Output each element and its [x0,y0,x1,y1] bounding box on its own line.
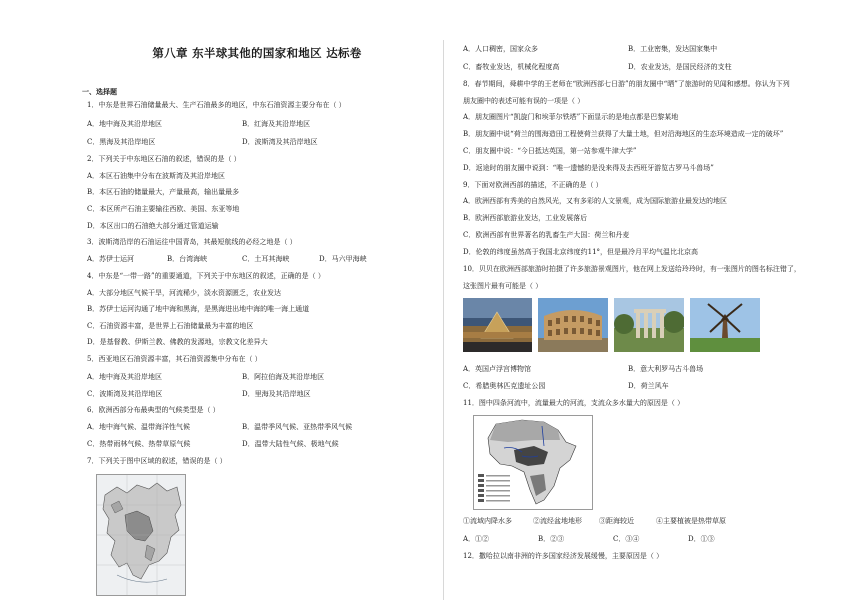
europe-map-figure [96,474,186,596]
question-2: 2．下列关于中东地区石油的叙述，错误的是（ ） [87,155,241,163]
option: B．红海及其沿岸地区 [242,120,311,128]
column-divider [443,40,444,600]
option: A．地中海及其沿岸地区 [87,120,163,128]
question-9: 9．下面对欧洲西部的描述，不正确的是（ ） [463,181,603,189]
question-3: 3．波斯湾沿岸的石油运往中国青岛，其最短航线的必经之地是（ ） [87,238,297,246]
option: B．阿拉伯海及其沿岸地区 [242,373,325,381]
option: B．本区石油的储量最大，产量最高，输出量最多 [87,188,240,196]
option: ③距海较近 [599,517,634,525]
option: D．温带大陆性气候、极地气候 [242,440,339,448]
question-10-cont: 这张图片最有可能是（ ） [463,282,543,290]
option: A．苏伊士运河 [87,255,135,263]
option: C．热带雨林气候、热带草原气候 [87,440,191,448]
europe-map-icon [97,475,185,595]
question-6: 6．欧洲西部分布最典型的气候类型是（ ） [87,406,220,414]
option: B．朋友圈中说“荷兰的围海造田工程使荷兰获得了大量土地，但对沿海地区的生态环境造成一定的破坏” [463,130,784,138]
option: C．土耳其海峡 [242,255,290,263]
question-10: 10．贝贝在欧洲西部旅游时拍摄了许多旅游景观图片，他在网上发送给玲玲时，有一张图片的图名标注错了， [463,265,801,273]
option: D．农业发达，是国民经济的支柱 [628,63,732,71]
option: D．返途时的朋友圈中说到：“唯一遗憾的是没来得及去西班牙游览古罗马斗兽场” [463,164,714,172]
option: A．地中海及其沿岸地区 [87,373,163,381]
question-5: 5．西亚地区石油资源丰富，其石油资源集中分布在（ ） [87,355,262,363]
option: B．苏伊士运河沟通了地中海和黑海，是黑海进出地中海的唯一海上通道 [87,305,310,313]
option: A．大部分地区气候干旱，河流稀少，淡水资源匮乏，农业发达 [87,289,282,297]
option: A．人口稠密，国家众多 [463,45,539,53]
question-1: 1．中东是世界石油储量最大、生产石油最多的地区，中东石油资源主要分布在（ ） [87,101,346,109]
option: C．波斯湾及其沿岸地区 [87,390,163,398]
page-title: 第八章 东半球其他的国家和地区 达标卷 [152,46,362,60]
option: B．②③ [538,535,565,543]
option: ①流域内降水多 [463,517,512,525]
olympia-photo [614,298,684,352]
option: B．温带季风气候、亚热带季风气候 [242,423,353,431]
option: D．伦敦的纬度虽然高于我国北京纬度约11°，但是最冷月平均气温比北京高 [463,248,699,256]
option: C．石油资源丰富，是世界上石油储量最为丰富的地区 [87,322,254,330]
question-8-cont: 朋友圈中的表述可能有误的一项是（ ） [463,97,585,105]
option: A．欧洲西部有秀美的自然风光，又有多彩的人文景观，成为国际旅游业最发达的地区 [463,197,728,205]
option: A．本区石油集中分布在波斯湾及其沿岸地区 [87,172,226,180]
question-8: 8．春节期间，舜耕中学的王老师在“欧洲西部七日游”的朋友圈中“晒”了旅游时的见闻和感想。你认为下列 [463,80,790,88]
africa-map-figure [473,415,593,510]
africa-map-icon [474,416,592,509]
option: D．里海及其沿岸地区 [242,390,311,398]
section-heading: 一、选择题 [82,87,117,96]
option: C．欧洲西部有世界著名的乳畜生产大国：荷兰和丹麦 [463,231,630,239]
option: D．马六甲海峡 [319,255,367,263]
option: C．黑海及其沿岸地区 [87,138,156,146]
option: C．朋友圈中说：“今日抵达英国，第一站参观牛津大学” [463,147,637,155]
option: B．意大利罗马古斗兽场 [628,365,704,373]
option: ④主要植被是热带草原 [656,517,726,525]
option: B．台湾海峡 [167,255,208,263]
option: C．畜牧业发达，机械化程度高 [463,63,560,71]
option: A．朋友圈图片“凯旋门和埃菲尔铁塔”下面显示的是地点都是巴黎某地 [463,113,679,121]
option: D．是基督教、伊斯兰教、佛教的发源地，宗教文化差异大 [87,338,268,346]
option: D．①③ [688,535,715,543]
option: A．英国卢浮宫博物馆 [463,365,532,373]
question-12: 12．撒哈拉以南非洲的许多国家经济发展缓慢，主要原因是（ ） [463,552,664,560]
option: C．本区所产石油主要输往西欧、美国、东亚等地 [87,205,240,213]
option: D．荷兰风车 [628,382,669,390]
colosseum-photo [538,298,608,352]
option: B．欧洲西部旅游业发达，工业发展落后 [463,214,588,222]
question-7: 7．下列关于图中区域的叙述，错误的是（ ） [87,457,227,465]
option: C．希腊奥林匹克遗址公园 [463,382,546,390]
windmill-photo [690,298,760,352]
option: A．①② [463,535,490,543]
option: D．波斯湾及其沿岸地区 [242,138,318,146]
option: ②流经盆地地形 [533,517,582,525]
option: D．本区出口的石油绝大部分通过管道运输 [87,222,219,230]
question-11: 11．图中四条河流中，流量最大的河流，支流众多水量大的原因是（ ） [463,399,685,407]
option: B．工业密集，发达国家集中 [628,45,718,53]
option: C．③④ [613,535,640,543]
option: A．地中海气候、温带海洋性气候 [87,423,191,431]
question-4: 4．中东是“一带一路”的重要通道，下列关于中东地区的叙述，正确的是（ ） [87,272,325,280]
louvre-photo [463,298,532,352]
